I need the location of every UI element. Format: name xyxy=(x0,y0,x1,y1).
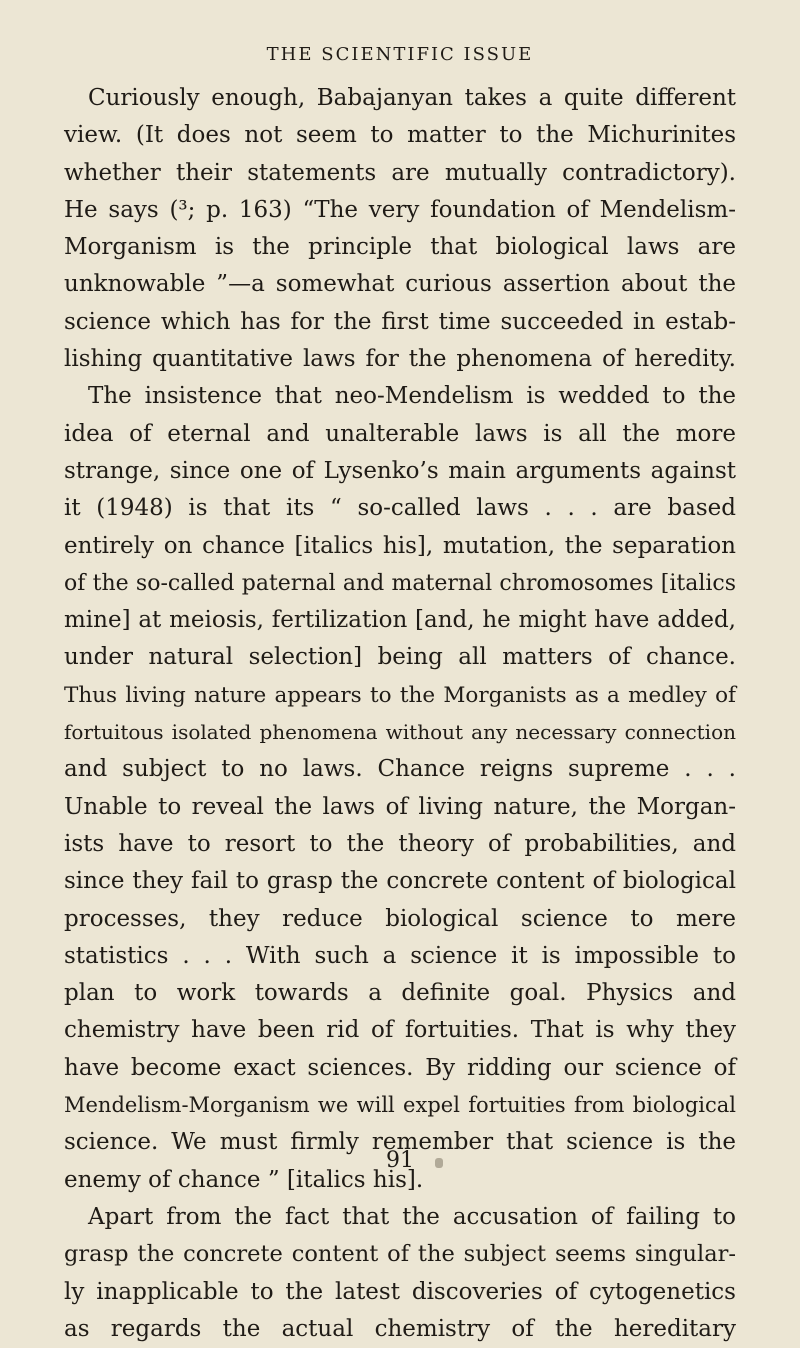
text-line: Apart from the fact that the accusation of failing to xyxy=(88,1203,736,1230)
text-line: enemy of chance ” [italics his]. xyxy=(64,1166,424,1193)
text-line: processes, they reduce biological science to mere xyxy=(64,905,736,932)
text-line: ly inapplicable to the latest discoveries of cytogenetics xyxy=(64,1278,736,1305)
text-line: entirely on chance [italics his], mutation, the separation xyxy=(64,532,736,559)
text-line: ists have to resort to the theory of probabilities, and xyxy=(64,830,736,857)
text-line: Thus living nature appears to the Morganists as a medley of xyxy=(64,682,736,708)
text-line: it (1948) is that its “ so-called laws . . . are based xyxy=(64,495,736,522)
text-line: statistics . . . With such a science it is impossible to xyxy=(64,942,736,969)
text-line: view. (It does not seem to matter to the Michurinites xyxy=(64,122,736,149)
text-line: Mendelism-Morganism we will expel fortuities from biological xyxy=(64,1093,736,1118)
text-line: plan to work towards a definite goal. Physics and xyxy=(64,980,736,1007)
text-line: and subject to no laws. Chance reigns supreme . . . xyxy=(64,756,736,783)
text-line: grasp the concrete content of the subject seems singular- xyxy=(64,1241,736,1268)
text-line: whether their statements are mutually contradictory). xyxy=(64,159,736,186)
text-line: mine] at meiosis, fertilization [and, he might have added, xyxy=(64,607,736,634)
text-line: Curiously enough, Babajanyan takes a quite different xyxy=(88,85,736,111)
page-number: 91 xyxy=(386,1148,414,1173)
text-line: idea of eternal and unalterable laws is all the more xyxy=(64,420,736,447)
text-line: since they fail to grasp the concrete content of biological xyxy=(64,868,736,895)
text-line: chemistry have been rid of fortuities. That is why they xyxy=(64,1017,736,1044)
text-line: of the so-called paternal and maternal chromosomes [italics xyxy=(64,570,736,596)
text-line: fortuitous isolated phenomena without any necessary connection xyxy=(64,720,736,745)
text-line: unknowable ”—a somewhat curious assertion about the xyxy=(64,271,736,298)
text-line: under natural selection] being all matters of chance. xyxy=(64,644,736,671)
text-line: Unable to reveal the laws of living nature, the Morgan- xyxy=(64,793,736,820)
text-line: The insistence that neo-Mendelism is wedded to the xyxy=(88,383,736,410)
text-line: strange, since one of Lysenko’s main arguments against xyxy=(64,457,736,484)
text-line: Morganism is the principle that biological laws are xyxy=(64,234,736,261)
text-line: science. We must firmly remember that science is the xyxy=(64,1129,736,1156)
text-line: as regards the actual chemistry of the hereditary xyxy=(64,1315,736,1342)
ink-smudge xyxy=(435,1158,443,1168)
text-line: He says (³; p. 163) “The very foundation of Mendelism- xyxy=(64,196,736,223)
running-head: THE SCIENTIFIC ISSUE xyxy=(266,44,534,65)
text-line: have become exact sciences. By ridding our science of xyxy=(64,1054,736,1081)
text-line: science which has for the first time succeeded in estab- xyxy=(64,308,736,335)
text-line: lishing quantitative laws for the phenomena of heredity. xyxy=(64,346,736,373)
